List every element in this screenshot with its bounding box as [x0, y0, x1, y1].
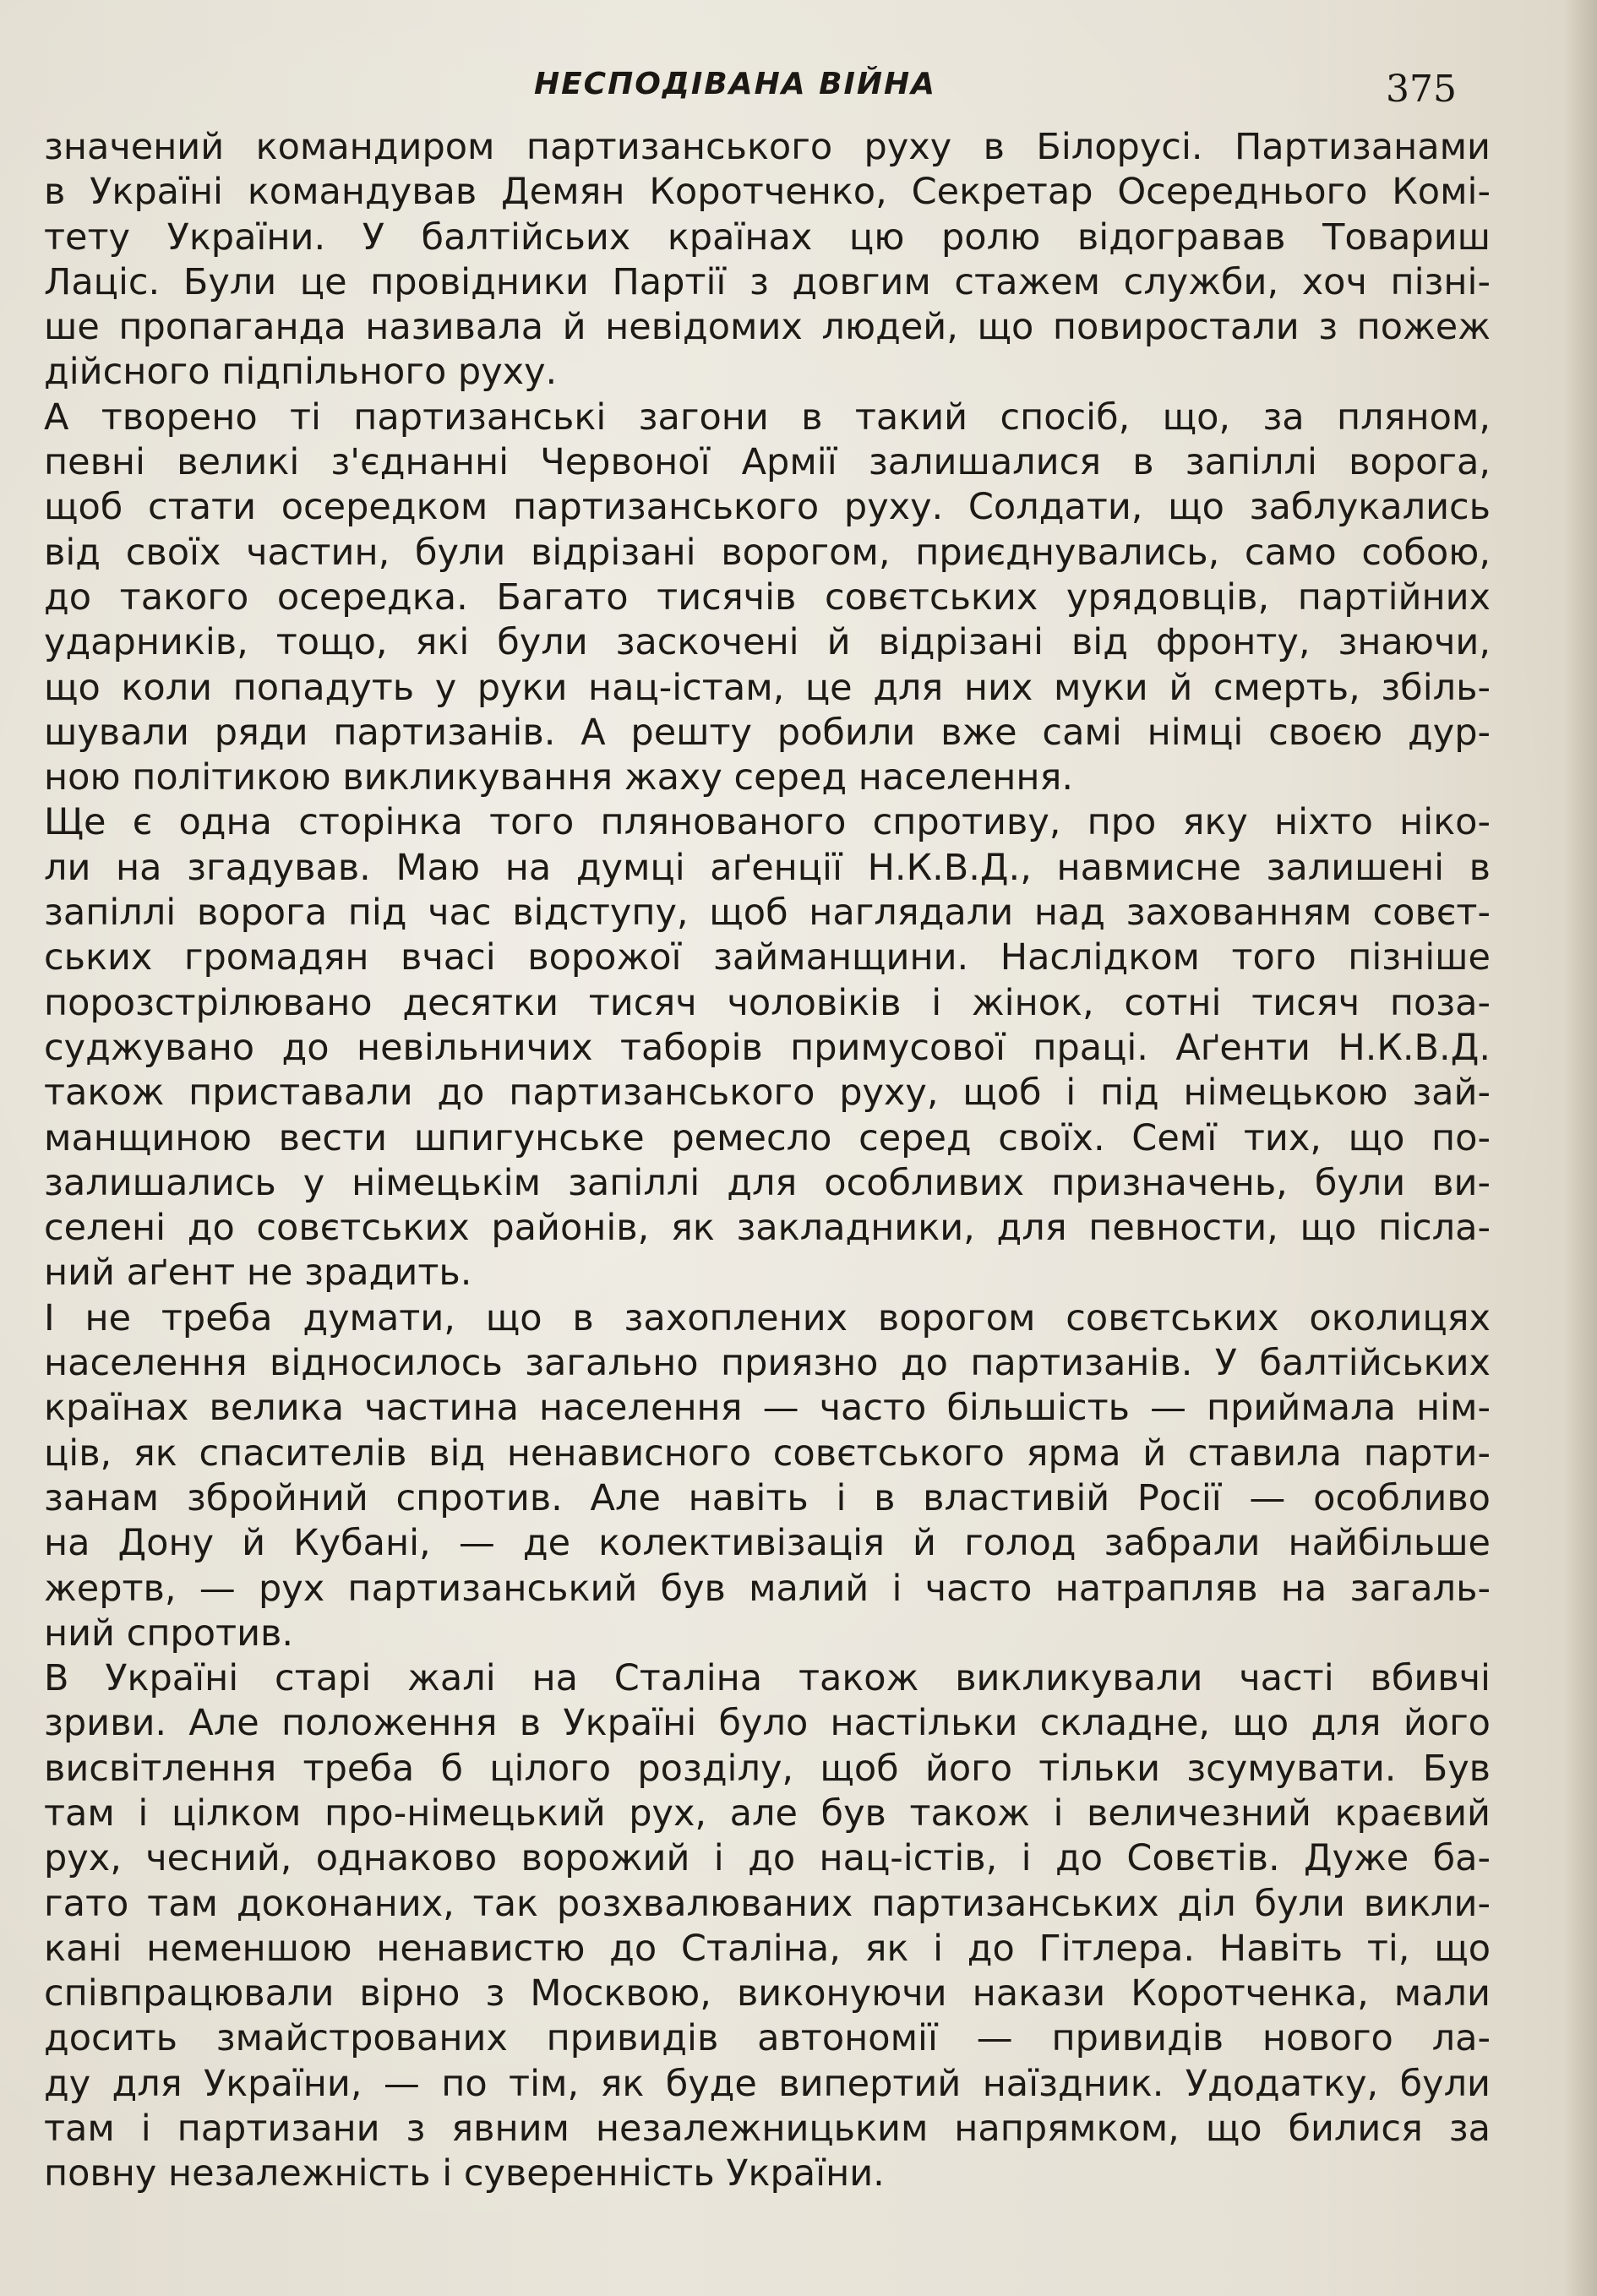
text-line: ли на згадував. Маю на думці аґенції Н.К.В.Д., навмисне залишені в: [44, 846, 1491, 889]
text-line: шували ряди партизанів. А решту робили вже самі німці своєю дур-: [44, 711, 1491, 754]
text-line: повну незалежність і суверенність України.: [44, 2152, 885, 2195]
text-line: В Україні старі жалі на Сталіна також викликували часті вбивчі: [44, 1657, 1491, 1700]
text-line: країнах велика частина населення — часто більшість — приймала нім-: [44, 1387, 1491, 1430]
text-line: ше пропаганда називала й невідомих людей, що повиростали з пожеж: [44, 306, 1491, 349]
text-line: ських громадян вчасі ворожої займанщини. Наслідком того пізніше: [44, 936, 1491, 979]
text-line: там і партизани з явним незалежницьким напрямком, що билися за: [44, 2108, 1491, 2151]
paragraph-1: [44, 125, 1491, 395]
text-line: значений командиром партизанського руху в Білорусі. Партизанами: [44, 126, 1491, 168]
text-line: Лаціс. Були це провідники Партії з довгим стажем служби, хоч пізні-: [44, 260, 1491, 303]
text-line: в Україні командував Демян Коротченко, Секретар Осереднього Комі-: [44, 171, 1491, 214]
text-line: суджувано до невільничих таборів примусової праці. Аґенти Н.К.В.Д.: [44, 1026, 1491, 1069]
text-line: Ще є одна сторінка того плянованого спротиву, про яку ніхто ніко-: [44, 801, 1491, 844]
text-line: на Дону й Кубані, — де колективізація й голод забрали найбільше: [44, 1522, 1491, 1565]
text-line: певні великі з'єднанні Червоної Армії залишалися в запіллі ворога,: [44, 441, 1491, 484]
text-line: порозстрілювано десятки тисяч чоловіків і жінок, сотні тисяч поза-: [44, 981, 1491, 1024]
text-line: висвітлення треба б цілого розділу, щоб його тільки зсумувати. Був: [44, 1747, 1491, 1790]
text-line: від своїх частин, були відрізані ворогом, приєднувались, само собою,: [44, 531, 1491, 574]
text-line: тету України. У балтійсьих країнах цю ролю відогравав Товариш: [44, 215, 1491, 259]
text-line: запіллі ворога під час відступу, щоб наглядали над захованням совєт-: [44, 892, 1491, 935]
text-line: щоб стати осередком партизанського руху. Солдати, що заблукались: [44, 486, 1491, 529]
text-line: А творено ті партизанські загони в такий спосіб, що, за пляном,: [44, 395, 1491, 439]
text-line: ду для України, — по тім, як буде випертий наїздник. Удодатку, були: [44, 2062, 1491, 2105]
text-line: ний аґент не зрадить.: [44, 1252, 472, 1295]
body-text: [44, 125, 1491, 2197]
text-line: рух, чесний, однаково ворожий і до нац-істів, і до Совєтів. Дуже ба-: [44, 1837, 1491, 1880]
text-line: селені до совєтських районів, як закладники, для певности, що післа-: [44, 1207, 1491, 1250]
text-line: залишались у німецькім запіллі для особливих призначень, були ви-: [44, 1161, 1491, 1204]
text-line: ною політикою викликування жаху серед населення.: [44, 756, 1074, 799]
text-line: що коли попадуть у руки нац-істам, це для них муки й смерть, збіль-: [44, 666, 1491, 709]
text-line: кані неменшою ненавистю до Сталіна, як і до Гітлера. Навіть ті, що: [44, 1927, 1491, 1970]
paragraph-4: [44, 1296, 1491, 1656]
text-line: ців, як спасителів від ненависного совєтського ярма й ставила парти-: [44, 1432, 1491, 1475]
text-line: І не треба думати, що в захоплених ворогом совєтських околицях: [44, 1296, 1491, 1339]
text-line: співпрацювали вірно з Москвою, виконуючи накази Коротченка, мали: [44, 1972, 1491, 2015]
text-line: гато там доконаних, так розхвалюваних партизанських діл були викли-: [44, 1882, 1491, 1925]
text-line: до такого осередка. Багато тисячів совєтських урядовців, партійних: [44, 575, 1491, 619]
text-line: занам збройний спротив. Але навіть і в властивій Росії — особливо: [44, 1476, 1491, 1519]
text-line: ний спротив.: [44, 1612, 294, 1655]
page-number: 375: [1386, 68, 1457, 111]
text-line: зриви. Але положення в Україні було настільки складне, що для його: [44, 1702, 1491, 1745]
text-line: дійсного підпільного руху.: [44, 351, 558, 394]
text-line: там і цілком про-німецький рух, але був також і величезний краєвий: [44, 1792, 1491, 1835]
paragraph-3: [44, 800, 1491, 1295]
text-line: також приставали до партизанського руху, щоб і під німецькою зай-: [44, 1072, 1491, 1115]
text-line: досить змайстрованих привидів автономії — привидів нового ла-: [44, 2017, 1491, 2060]
paragraph-2: [44, 395, 1491, 801]
text-line: населення відносилось загально приязно до партизанів. У балтійських: [44, 1342, 1491, 1385]
running-header: [0, 59, 1597, 110]
text-line: жертв, — рух партизанський був малий і часто натрапляв на загаль-: [44, 1567, 1491, 1610]
paragraph-5: [44, 1656, 1491, 2197]
text-line: ударників, тощо, які були заскочені й відрізані від фронту, знаючи,: [44, 621, 1491, 664]
text-line: манщиною вести шпигунське ремесло серед своїх. Семї тих, що по-: [44, 1116, 1491, 1159]
running-title: НЕСПОДІВАНА ВІЙНА: [533, 67, 937, 101]
